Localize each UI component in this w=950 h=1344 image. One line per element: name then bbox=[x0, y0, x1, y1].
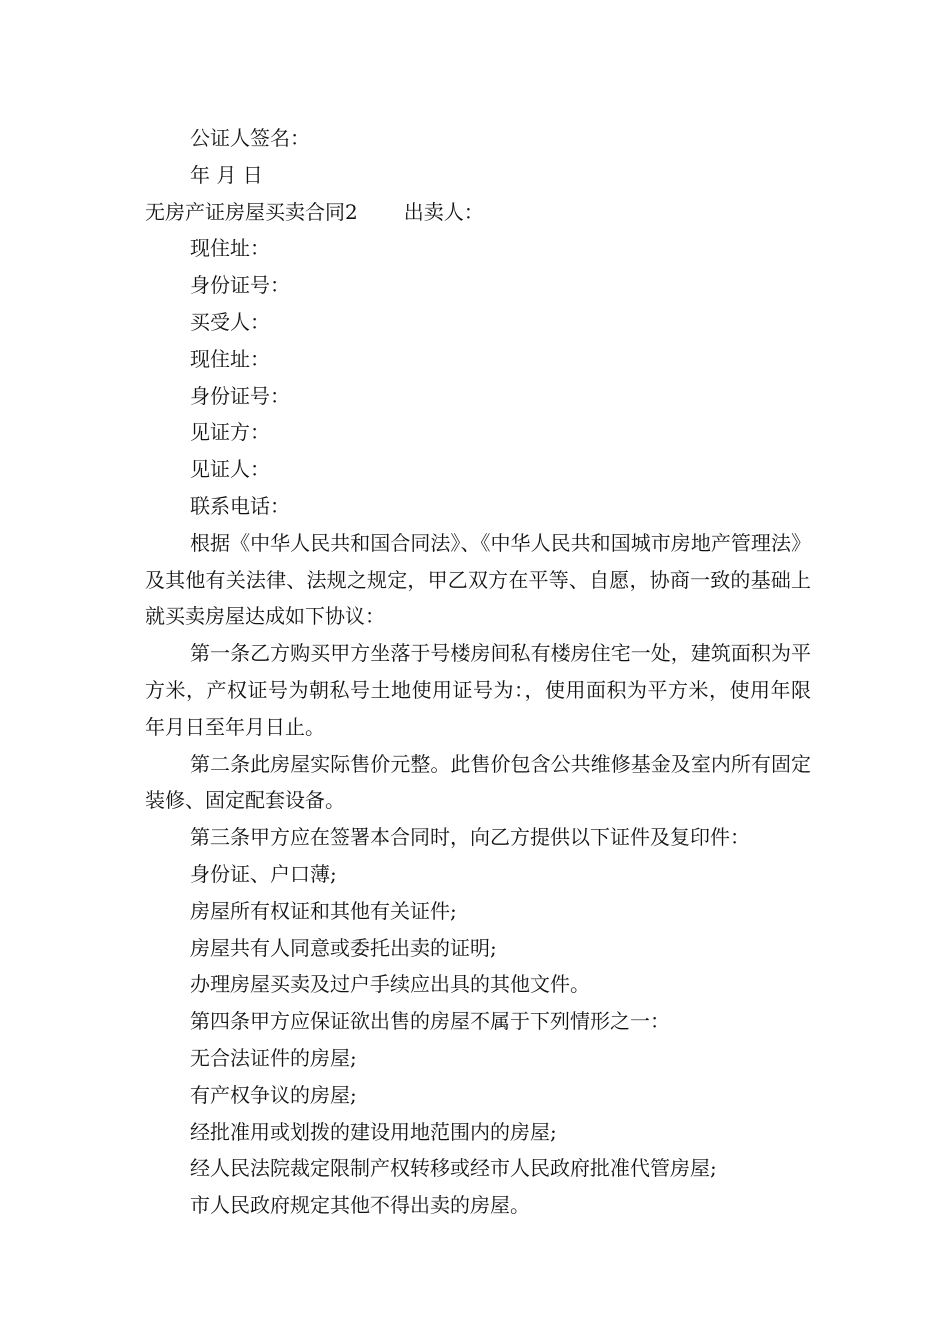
contract-title-line bbox=[145, 194, 811, 231]
contract-title: 无房产证房屋买卖合同2 bbox=[145, 199, 358, 224]
party-field: 身份证号： bbox=[190, 383, 290, 408]
article-4-heading: 第四条甲方应保证欲出售的房屋不属于下列情形之一： bbox=[190, 1009, 670, 1034]
party-field: 现住址： bbox=[190, 346, 270, 371]
list-item: 经人民法院裁定限制产权转移或经市人民政府批准代管房屋; bbox=[190, 1156, 717, 1181]
notary-signature-line: 公证人签名： bbox=[190, 126, 310, 150]
party-field: 见证方： bbox=[190, 420, 270, 445]
preamble-paragraph: 根据《中华人民共和国合同法》、《中华人民共和国城市房地产管理法》及其他有关法律、法规之规定，甲乙双方在平等、自愿，协商一致的基础上就买卖房屋达成如下协议： bbox=[145, 530, 811, 629]
list-item: 无合法证件的房屋; bbox=[190, 1045, 357, 1070]
list-item: 市人民政府规定其他不得出卖的房屋。 bbox=[190, 1193, 530, 1218]
party-field: 见证人： bbox=[190, 457, 270, 482]
list-item: 房屋共有人同意或委托出卖的证明; bbox=[190, 935, 497, 960]
date-line: 年 月 日 bbox=[190, 162, 263, 187]
party-field: 联系电话： bbox=[190, 493, 290, 518]
document-body bbox=[145, 120, 811, 1224]
list-item: 身份证、户口薄; bbox=[190, 861, 337, 886]
list-item: 经批准用或划拨的建设用地范围内的房屋; bbox=[190, 1119, 557, 1144]
article-3-heading: 第三条甲方应在签署本合同时，向乙方提供以下证件及复印件： bbox=[190, 825, 750, 850]
list-item: 房屋所有权证和其他有关证件; bbox=[190, 898, 457, 923]
party-field: 买受人： bbox=[190, 309, 270, 334]
list-item: 办理房屋买卖及过户手续应出具的其他文件。 bbox=[190, 972, 590, 997]
seller-label: 出卖人： bbox=[403, 199, 484, 224]
list-item: 有产权争议的房屋; bbox=[190, 1082, 357, 1107]
party-field: 身份证号： bbox=[190, 273, 290, 298]
party-field: 现住址： bbox=[190, 236, 270, 261]
article-2-paragraph: 第二条此房屋实际售价元整。此售价包含公共维修基金及室内所有固定装修、固定配套设备。 bbox=[145, 751, 811, 813]
article-1-paragraph: 第一条乙方购买甲方坐落于号楼房间私有楼房住宅一处，建筑面积为平方米，产权证号为朝私号土地使用证号为：，使用面积为平方米，使用年限年月日至年月日止。 bbox=[145, 641, 811, 739]
